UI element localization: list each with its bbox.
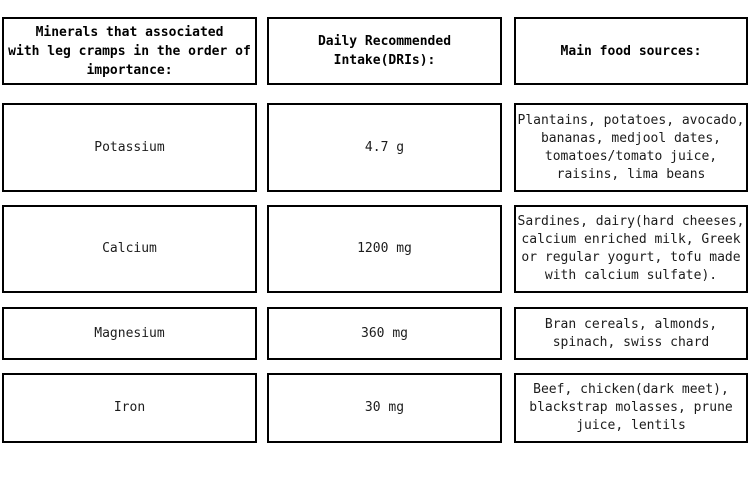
food-line: calcium enriched milk, Greek [521, 232, 741, 247]
food-line: bananas, medjool dates, [540, 130, 721, 146]
food-line: raisins, lima beans [556, 166, 706, 182]
food-line: tomatoes/tomato juice, [544, 148, 718, 164]
mineral-name: Magnesium [94, 325, 165, 341]
header-cell-minerals [2, 17, 257, 85]
mineral-name: Potassium [94, 139, 165, 155]
header-line: Minerals that associated [35, 24, 224, 40]
food-line: spinach, swiss chard [552, 334, 710, 350]
header-line: Intake(DRIs): [333, 53, 436, 68]
mineral-name: Calcium [102, 241, 157, 256]
dri-cell-iron [267, 373, 502, 443]
dri-cell-magnesium [267, 307, 502, 360]
header-line: Main food sources: [560, 43, 702, 59]
dri-value: 30 mg [364, 400, 405, 415]
food-line: blackstrap molasses, prune [529, 400, 733, 415]
mineral-cell-calcium [2, 205, 257, 293]
food-cell-magnesium [514, 307, 748, 360]
header-cell-dri [267, 17, 502, 85]
mineral-cell-potassium [2, 103, 257, 192]
food-cell-calcium [514, 205, 748, 293]
dri-value: 4.7 g [364, 139, 405, 155]
food-line: Sardines, dairy(hard cheeses, [517, 214, 745, 229]
food-line: Beef, chicken(dark meet), [533, 382, 729, 397]
dri-value: 360 mg [361, 325, 408, 341]
dri-value: 1200 mg [357, 241, 412, 256]
header-line: with leg cramps in the order of [8, 43, 251, 59]
header-line: Daily Recommended [317, 34, 452, 49]
mineral-name: Iron [113, 400, 146, 415]
header-cell-food-sources [514, 17, 748, 85]
food-line: Bran cereals, almonds, [544, 316, 718, 332]
header-line: importance: [86, 62, 173, 78]
food-line: juice, lentils [576, 418, 686, 433]
food-line: Plantains, potatoes, avocado, [517, 112, 745, 128]
food-line: or regular yogurt, tofu made [521, 250, 741, 265]
food-cell-iron [514, 373, 748, 443]
dri-cell-calcium [267, 205, 502, 293]
dri-cell-potassium [267, 103, 502, 192]
mineral-cell-magnesium [2, 307, 257, 360]
food-cell-potassium [514, 103, 748, 192]
food-line: with calcium sulfate). [544, 268, 718, 283]
mineral-cell-iron [2, 373, 257, 443]
